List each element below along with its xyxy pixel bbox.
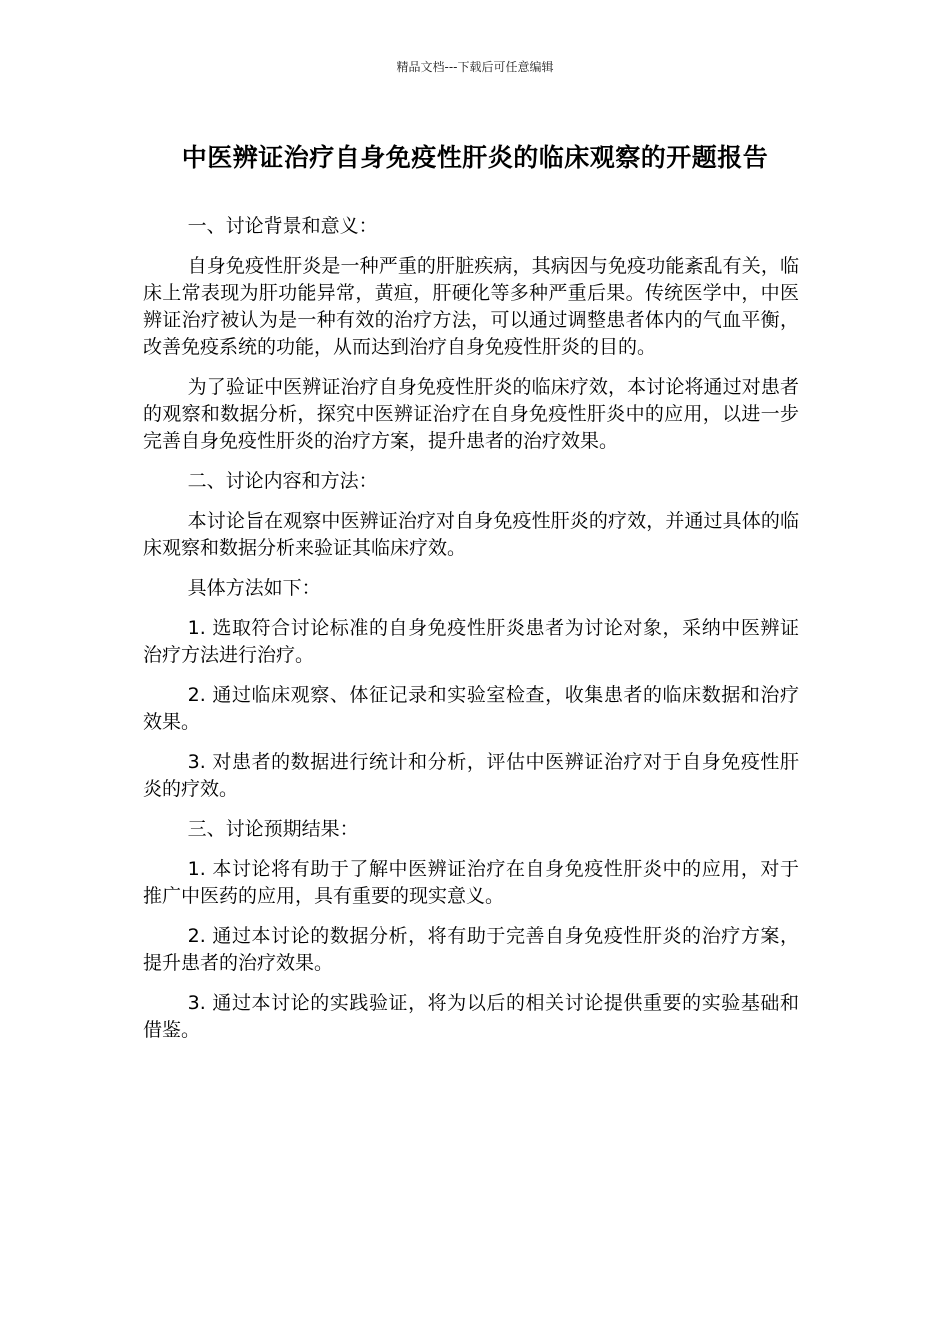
list-item: 3. 通过本讨论的实践验证，将为以后的相关讨论提供重要的实验基础和借鉴。 (143, 992, 799, 1041)
document-body (143, 213, 799, 1057)
section-heading-results: 三、讨论预期结果： (187, 818, 359, 840)
list-item: 1. 选取符合讨论标准的自身免疫性肝炎患者为讨论对象，采纳中医辨证治疗方法进行治疗。 (143, 617, 799, 666)
list-item: 1. 本讨论将有助于了解中医辨证治疗在自身免疫性肝炎中的应用，对于推广中医药的应用，具有重要的现实意义。 (143, 858, 799, 907)
section-heading-background: 一、讨论背景和意义： (187, 215, 378, 237)
methods-intro: 具体方法如下： (187, 577, 321, 599)
page-header: 精品文档---下载后可任意编辑 (396, 60, 554, 74)
paragraph: 本讨论旨在观察中医辨证治疗对自身免疫性肝炎的疗效，并通过具体的临床观察和数据分析来验证其临床疗效。 (143, 510, 799, 559)
paragraph: 自身免疫性肝炎是一种严重的肝脏疾病，其病因与免疫功能紊乱有关，临床上常表现为肝功能异常，黄疸，肝硬化等多种严重后果。传统医学中，中医辨证治疗被认为是一种有效的治疗方法，可以通过调整患者体内的气血平衡，改善免疫系统的功能，从而达到治疗自身免疫性肝炎的目的。 (143, 255, 799, 358)
document-title: 中医辨证治疗自身免疫性肝炎的临床观察的开题报告 (181, 143, 769, 172)
list-item: 2. 通过本讨论的数据分析，将有助于完善自身免疫性肝炎的治疗方案，提升患者的治疗效果。 (143, 925, 799, 974)
list-item: 3. 对患者的数据进行统计和分析，评估中医辨证治疗对于自身免疫性肝炎的疗效。 (143, 751, 799, 800)
section-heading-methods: 二、讨论内容和方法： (187, 470, 378, 492)
paragraph: 为了验证中医辨证治疗自身免疫性肝炎的临床疗效，本讨论将通过对患者的观察和数据分析，探究中医辨证治疗在自身免疫性肝炎中的应用，以进一步完善自身免疫性肝炎的治疗方案，提升患者的治疗效果。 (143, 376, 799, 452)
list-item: 2. 通过临床观察、体征记录和实验室检查，收集患者的临床数据和治疗效果。 (143, 684, 799, 733)
